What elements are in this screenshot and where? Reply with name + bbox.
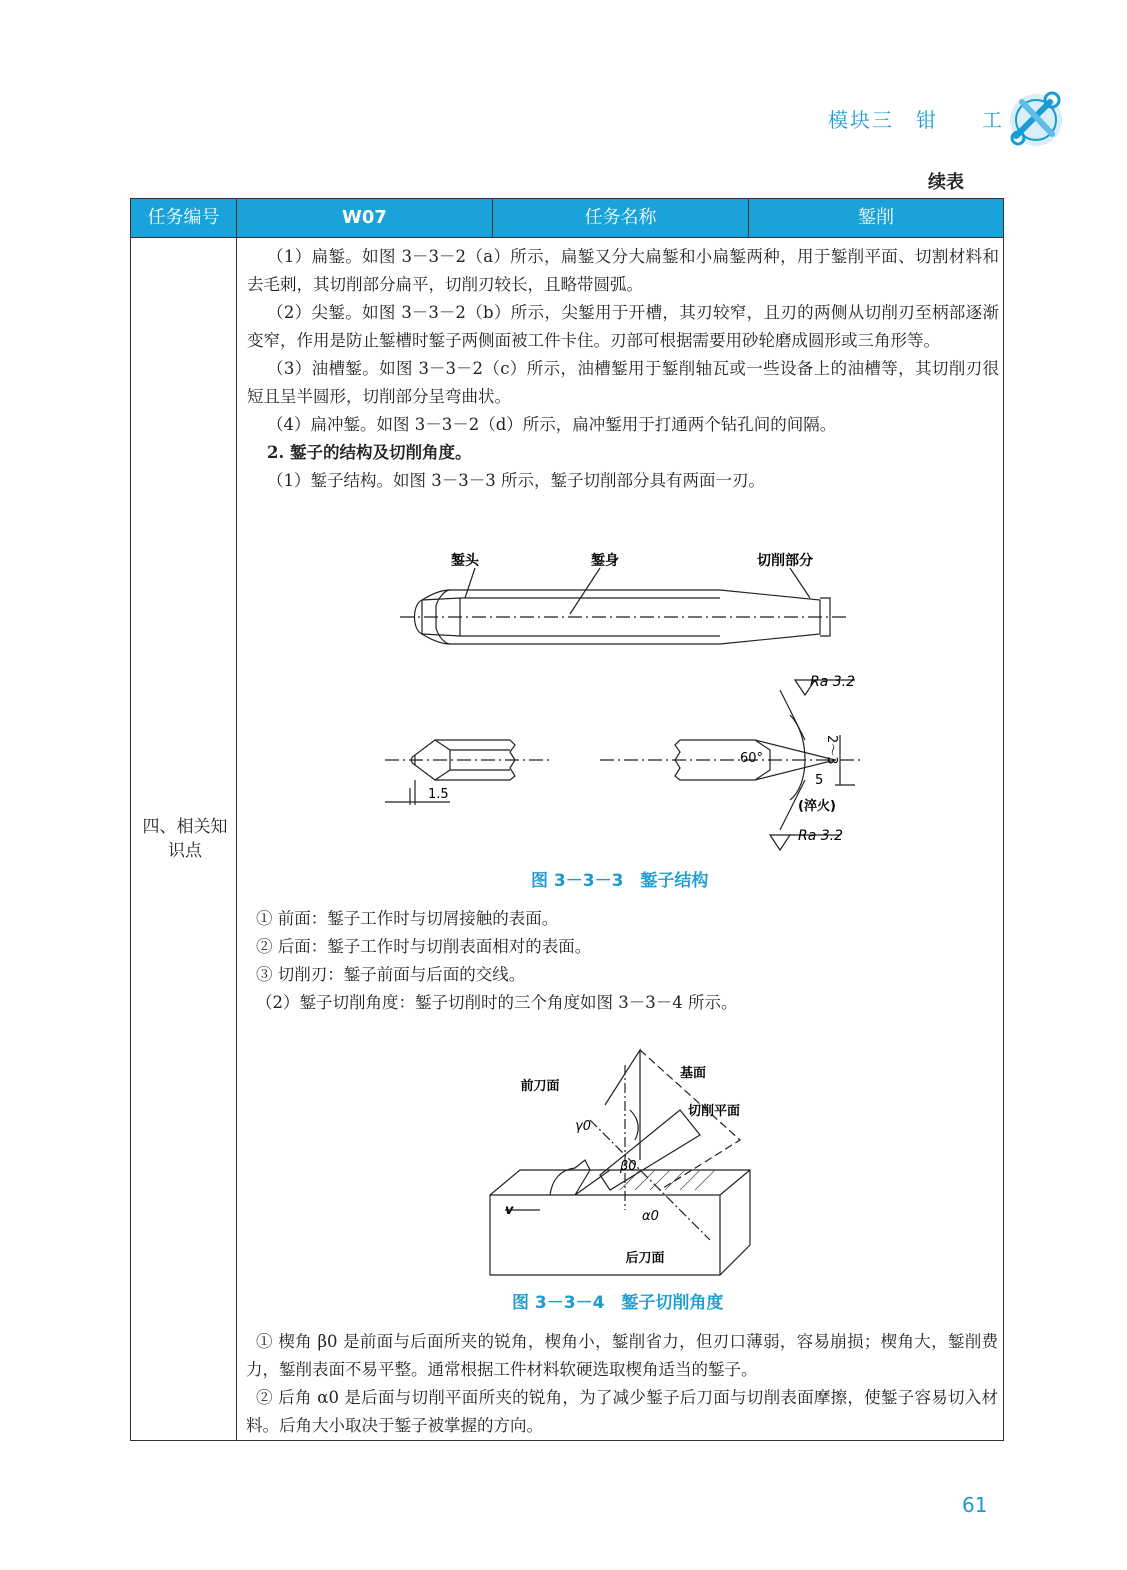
continued-label: 续表 <box>928 172 964 193</box>
label-head: 錾头 <box>451 553 479 569</box>
label-base-face: 基面 <box>680 1066 707 1081</box>
label-back-face: 后刀面 <box>625 1251 665 1266</box>
wrench-logo-icon <box>1002 90 1066 150</box>
header-task-id: W07 <box>237 199 493 237</box>
list-item: ① 前面：錾子工作时与切屑接触的表面。 <box>256 909 559 928</box>
cutting-angle-figure <box>480 1040 780 1285</box>
header-title: 模块三 钳 工 <box>828 108 1004 132</box>
paragraph: （1）錾子结构。如图 3－3－3 所示，錾子切削部分具有两面一刃。 <box>267 471 765 490</box>
paragraph: （3）油槽錾。如图 3－3－2（c）所示，油槽錾用于錾削轴瓦或一些设备上的油槽等，其切削刃很短且呈半圆形，切削部分呈弯曲状。 <box>247 359 999 406</box>
quench-label: (淬火) <box>798 799 836 814</box>
angle-definitions <box>246 1328 998 1440</box>
label-body: 錾身 <box>591 553 619 569</box>
label-velocity: v <box>505 1203 514 1218</box>
page-number: 61 <box>962 1493 988 1517</box>
content-top <box>247 243 999 495</box>
label-cutting-part: 切削部分 <box>757 553 813 569</box>
label-front-face: 前刀面 <box>520 1079 560 1094</box>
label-alpha: α0 <box>642 1209 659 1224</box>
label-beta: β0 <box>620 1159 637 1174</box>
paragraph: ② 后角 α0 是后面与切削平面所夹的锐角，为了减少錾子后刀面与切削表面摩擦，使錾子容易切入材料。后角大小取决于錾子被掌握的方向。 <box>246 1388 998 1435</box>
chisel-structure-figure <box>250 540 870 865</box>
ra-top: Ra 3.2 <box>810 674 856 690</box>
label-gamma: γ0 <box>575 1119 591 1134</box>
left-column <box>131 237 237 1440</box>
paragraph: （4）扁冲錾。如图 3－3－2（d）所示，扁冲錾用于打通两个钻孔间的间隔。 <box>267 415 837 434</box>
dim-2-3: 2～3 <box>824 735 839 765</box>
label-cut-plane: 切削平面 <box>688 1104 741 1119</box>
paragraph: （2）尖錾。如图 3－3－2（b）所示，尖錾用于开槽，其刃较窄，且刃的两侧从切削刃至柄部逐渐变窄，作用是防止錾槽时錾子两侧面被工件卡住。刃部可根据需要用砂轮磨成圆形或三角形等。 <box>247 303 999 350</box>
figure-caption-2: 图 3－3－4 錾子切削角度 <box>512 1293 724 1313</box>
list-item: ② 后面：錾子工作时与切削表面相对的表面。 <box>256 937 592 956</box>
paragraph: ① 楔角 β0 是前面与后面所夹的锐角，楔角小，錾削省力，但刃口薄弱，容易崩损；楔角大，錾削费力，錾削表面不易平整。通常根据工件材料软硬选取楔角适当的錾子。 <box>246 1332 998 1379</box>
angle-60: 60° <box>740 751 764 766</box>
ra-bottom: Ra 3.2 <box>798 828 844 844</box>
dim-5: 5 <box>815 773 824 788</box>
header-task-name: 錾削 <box>858 207 894 228</box>
section-label: 四、相关知识点 <box>142 817 228 861</box>
header-task-name-label: 任务名称 <box>493 199 749 237</box>
list-item: （2）錾子切削角度：錾子切削时的三个角度如图 3－3－4 所示。 <box>256 993 738 1012</box>
paragraph: （1）扁錾。如图 3－3－2（a）所示，扁錾又分大扁錾和小扁錾两种，用于錾削平面、切割材料和去毛刺，其切削部分扁平，切削刃较长，且略带圆弧。 <box>247 247 999 294</box>
section-title: 2. 錾子的结构及切削角度。 <box>267 443 472 462</box>
list-item: ③ 切削刃：錾子前面与后面的交线。 <box>256 965 526 984</box>
dim-1-5: 1.5 <box>428 787 449 802</box>
figure-caption-1: 图 3－3－3 錾子结构 <box>531 871 709 891</box>
definitions <box>246 905 998 1017</box>
header-task-no: 任务编号 <box>131 199 237 237</box>
table-header <box>131 199 1003 238</box>
